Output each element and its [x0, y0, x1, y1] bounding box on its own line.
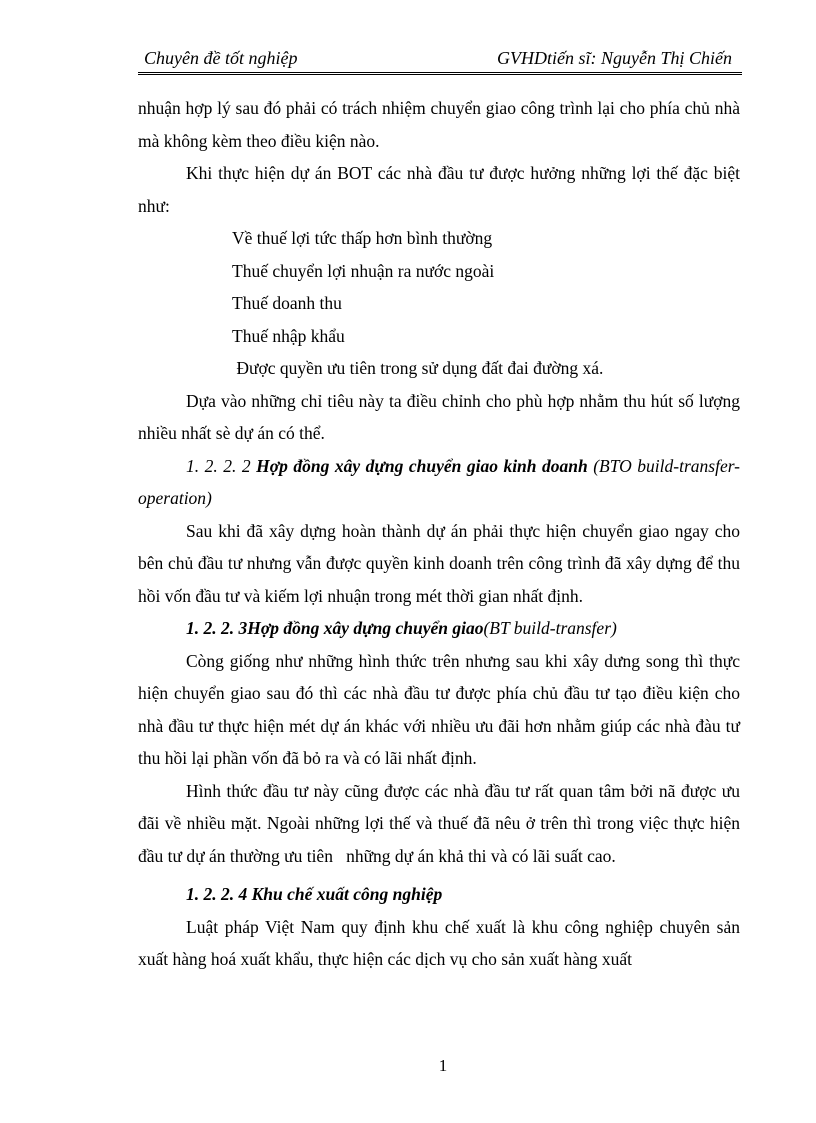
- heading-bto: [138, 450, 740, 515]
- list-item: Về thuế lợi tức thấp hơn bình thường: [232, 228, 493, 248]
- document-body: [138, 92, 745, 976]
- list-item: Thuế doanh thu: [232, 293, 342, 313]
- paragraph-7: Luật pháp Việt Nam quy định khu chế xuất là khu công nghiệp chuyên sản xuất hàng hoá xuất khẩu, thực hiện các dịch vụ cho sản xuất hàng xuất: [138, 916, 740, 969]
- page-number: 1: [438, 1056, 448, 1075]
- advantages-list: [138, 222, 740, 385]
- paragraph-4: Sau khi đã xây dựng hoàn thành dự án phải thực hiện chuyển giao ngay cho bên chủ đầu tư nhưng vẫn được quyền kinh doanh trên công trình đã xây dựng để thu hồi vốn đầu tư và kiếm lợi nhuận trong mét thời gian nhất định.: [138, 520, 740, 606]
- paragraph-6: Hình thức đầu tư này cũng được các nhà đầu tư rất quan tâm bởi nã được ưu đãi về nhiều mặt. Ngoài những lợi thế và thuế đã nêu ở trên thì trong việc thực hiện đầu tư dự án thường ưu tiên những dự án khả thi và có lãi suất cao.: [138, 780, 745, 866]
- list-item: Thuế nhập khẩu: [232, 325, 345, 346]
- paragraph-2: Khi thực hiện dự án BOT các nhà đầu tư được hưởng những lợi thế đặc biệt như:: [138, 163, 740, 216]
- heading-bto-title: Hợp đồng xây dựng chuyển giao kinh doanh: [256, 455, 588, 476]
- header-left-title: Chuyên đề tốt nghiệp: [144, 48, 298, 68]
- heading-bt-title: 1. 2. 2. 3Hợp đồng xây dựng chuyển giao: [186, 618, 484, 638]
- header-right-advisor: GVHDtiến sĩ: Nguyễn Thị Chiến: [497, 48, 732, 68]
- heading-bto-subtitle: (BTO build-transfer-operation): [138, 455, 741, 508]
- page-header: [138, 46, 742, 75]
- paragraph-1: nhuận hợp lý sau đó phải có trách nhiệm chuyển giao công trình lại cho phía chủ nhà mà không kèm theo điều kiện nào.: [138, 98, 740, 151]
- list-item: Được quyền ưu tiên trong sử dụng đất đai đường xá.: [232, 358, 604, 378]
- heading-bto-number: 1. 2. 2. 2: [186, 455, 257, 476]
- list-item: Thuế chuyển lợi nhuận ra nước ngoài: [232, 260, 495, 281]
- paragraph-5: Còng giống như những hình thức trên nhưng sau khi xây dưng song thì thực hiện chuyển giao sau đó thì các nhà đầu tư được phía chủ đầu tư tạo điều kiện cho nhà đầu tư thực hiện mét dự án khác với nhiều ưu đãi hơn nhằm giúp các nhà đàu tư thu hồi lại phần vốn đã bỏ ra và có lãi nhất định.: [138, 650, 740, 768]
- heading-export-zone: 1. 2. 2. 4 Khu chế xuất công nghiệp: [186, 884, 443, 904]
- heading-bt-subtitle: (BT build-transfer): [483, 618, 617, 638]
- heading-bt: [138, 612, 740, 645]
- paragraph-3: Dựa vào những chỉ tiêu này ta điều chỉnh cho phù hợp nhằm thu hút số lượng nhiều nhất sè dự án có thể.: [138, 390, 740, 443]
